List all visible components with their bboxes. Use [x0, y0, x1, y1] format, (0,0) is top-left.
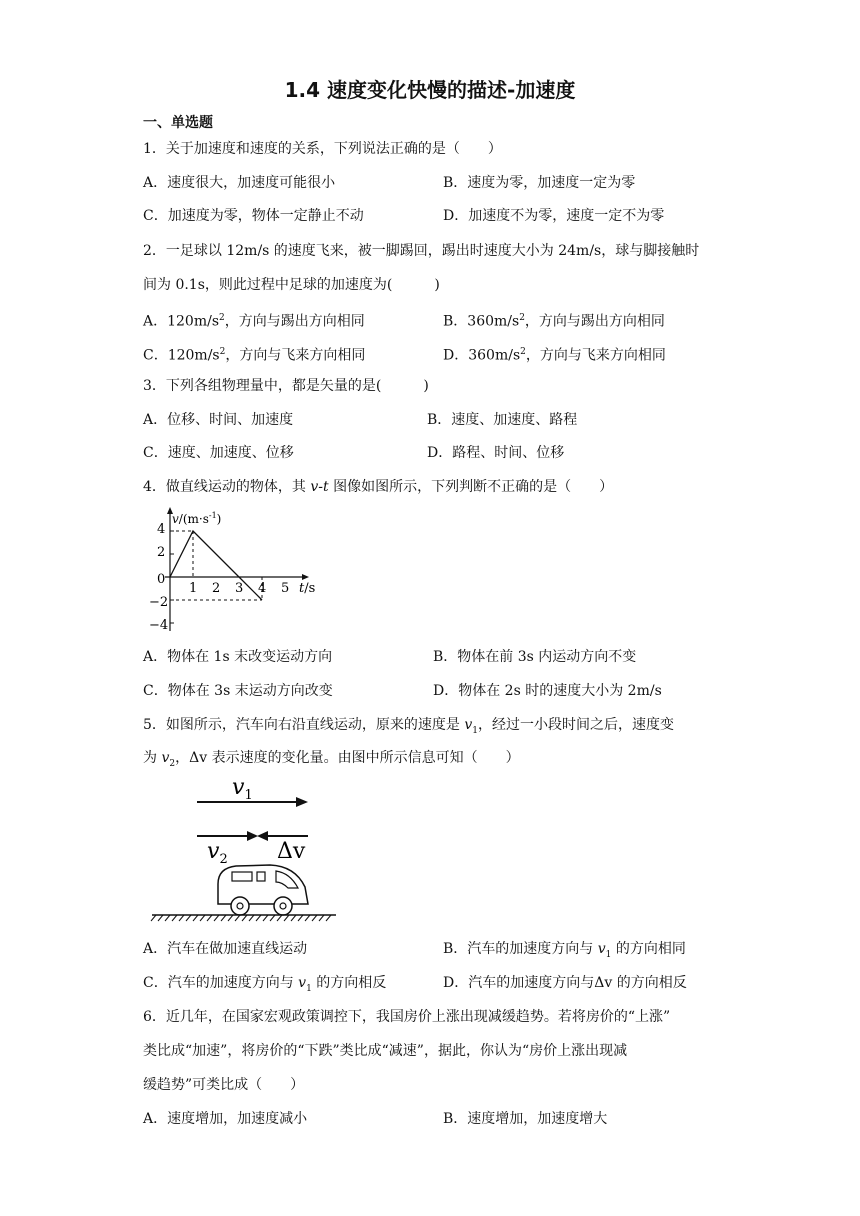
q4-option-a: A．物体在 1s 末改变运动方向 [143, 649, 333, 665]
q5-stem-line1: 5．如图所示，汽车向右沿直线运动，原来的速度是 $v_1$，经过一小段时间之后，速度变 [143, 717, 675, 736]
q1-option-b: B．速度为零，加速度一定为零 [443, 175, 636, 191]
ground-hatch-stroke [221, 915, 226, 921]
q5-option-a: A．汽车在做加速直线运动 [143, 941, 308, 957]
ground-hatch-stroke [235, 915, 240, 921]
v1-label: $v_1$ [232, 775, 253, 803]
ground-hatch-stroke [165, 915, 170, 921]
ground-hatch-stroke [291, 915, 296, 921]
q2-option-c: C．$120m/s^2$，方向与飞来方向相同 [143, 347, 366, 364]
ground-hatch-stroke [186, 915, 191, 921]
page-title: 1.4 速度变化快慢的描述-加速度 [284, 78, 576, 102]
section-heading: 一、单选题 [143, 115, 213, 131]
ground-hatch-stroke [242, 915, 247, 921]
ground-hatch-stroke [277, 915, 282, 921]
q3-stem: 3．下列各组物理量中，都是矢量的是( ) [143, 378, 429, 394]
ground-hatch-stroke [249, 915, 254, 921]
q5-stem-line2: 为 $v_2$，Δv 表示速度的变化量。由图中所示信息可知（ ） [143, 750, 520, 769]
ground-hatch [151, 915, 331, 921]
q4-option-c: C．物体在 3s 末运动方向改变 [143, 683, 333, 699]
q5-option-c: C．汽车的加速度方向与 $v_1$ 的方向相反 [143, 975, 387, 994]
ground-hatch-stroke [172, 915, 177, 921]
y-axis-label: $v/(m\cdot s^{-1})$ [172, 511, 222, 526]
q3-option-c: C．速度、加速度、位移 [143, 445, 294, 461]
q1-option-c: C．加速度为零，物体一定静止不动 [143, 208, 364, 224]
x-tick-5: 5 [281, 581, 290, 596]
y-tick-neg4: −4 [149, 618, 169, 633]
ground-hatch-stroke [256, 915, 261, 921]
q4-option-b: B．物体在前 3s 内运动方向不变 [433, 649, 637, 665]
x-axis-arrow [302, 574, 309, 580]
q6-option-a: A．速度增加，加速度减小 [143, 1111, 308, 1127]
ground-hatch-stroke [228, 915, 233, 921]
q6-stem-line3: 缓趋势”可类比成（ ） [143, 1077, 305, 1093]
ground-hatch-stroke [305, 915, 310, 921]
q4-option-d: D．物体在 2s 时的速度大小为 2m/s [433, 683, 662, 699]
q3-option-d: D．路程、时间、位移 [427, 445, 565, 461]
ground-hatch-stroke [298, 915, 303, 921]
car-window-2 [257, 872, 265, 881]
x-tick-2: 2 [212, 581, 221, 596]
car-velocity-figure [150, 772, 340, 922]
q6-option-b: B．速度增加，加速度增大 [443, 1111, 608, 1127]
ground-hatch-stroke [312, 915, 317, 921]
ground-hatch-stroke [179, 915, 184, 921]
car-window-1 [232, 872, 252, 881]
y-tick-2: 2 [157, 545, 166, 560]
q5-option-b: B．汽车的加速度方向与 $v_1$ 的方向相同 [443, 941, 686, 960]
q6-stem-line1: 6．近几年，在国家宏观政策调控下，我国房价上涨出现减缓趋势。若将房价的“上涨” [143, 1009, 671, 1025]
q2-stem-line1: 2．一足球以 12m/s 的速度飞来，被一脚踢回，踢出时速度大小为 24m/s，球与脚接触时 [143, 243, 700, 259]
x-tick-4: 4 [258, 581, 267, 596]
y-tick-neg2: −2 [149, 595, 169, 610]
ground-hatch-stroke [270, 915, 275, 921]
ground-hatch-stroke [207, 915, 212, 921]
ground-hatch-stroke [200, 915, 205, 921]
x-axis-label: t/s [299, 581, 316, 596]
q2-option-a: A．$120m/s^2$，方向与踢出方向相同 [143, 313, 365, 330]
ground-hatch-stroke [151, 915, 156, 921]
q3-option-a: A．位移、时间、加速度 [143, 412, 294, 428]
q3-option-b: B．速度、加速度、路程 [427, 412, 578, 428]
ground-hatch-stroke [158, 915, 163, 921]
ground-hatch-stroke [214, 915, 219, 921]
q6-stem-line2: 类比成“加速”，将房价的“下跌”类比成“减速”，据此，你认为“房价上涨出现减 [143, 1043, 628, 1059]
v2-label: $v_2$ [207, 839, 228, 867]
ground-hatch-stroke [319, 915, 324, 921]
ground-hatch-stroke [284, 915, 289, 921]
y-tick-0: 0 [157, 572, 166, 587]
ground-hatch-stroke [326, 915, 331, 921]
q2-option-b: B．$360m/s^2$，方向与踢出方向相同 [443, 313, 665, 330]
q1-option-d: D．加速度不为零，速度一定不为零 [443, 208, 665, 224]
ground-hatch-stroke [263, 915, 268, 921]
q1-option-a: A．速度很大，加速度可能很小 [143, 175, 336, 191]
x-tick-1: 1 [189, 581, 198, 596]
q1-stem: 1．关于加速度和速度的关系，下列说法正确的是（ ） [143, 141, 502, 157]
ground-hatch-stroke [193, 915, 198, 921]
vt-graph [145, 506, 325, 634]
q5-option-d: D．汽车的加速度方向与Δv 的方向相反 [443, 975, 687, 991]
q4-stem: 4．做直线运动的物体，其 v-t 图像如图所示，下列判断不正确的是（ ） [143, 479, 614, 495]
y-tick-4: 4 [157, 522, 166, 537]
dv-label: Δv [277, 839, 306, 864]
q2-option-d: D．$360m/s^2$，方向与飞来方向相同 [443, 347, 666, 364]
x-tick-3: 3 [235, 581, 244, 596]
q2-stem-line2: 间为 0.1s，则此过程中足球的加速度为( ) [143, 277, 440, 293]
